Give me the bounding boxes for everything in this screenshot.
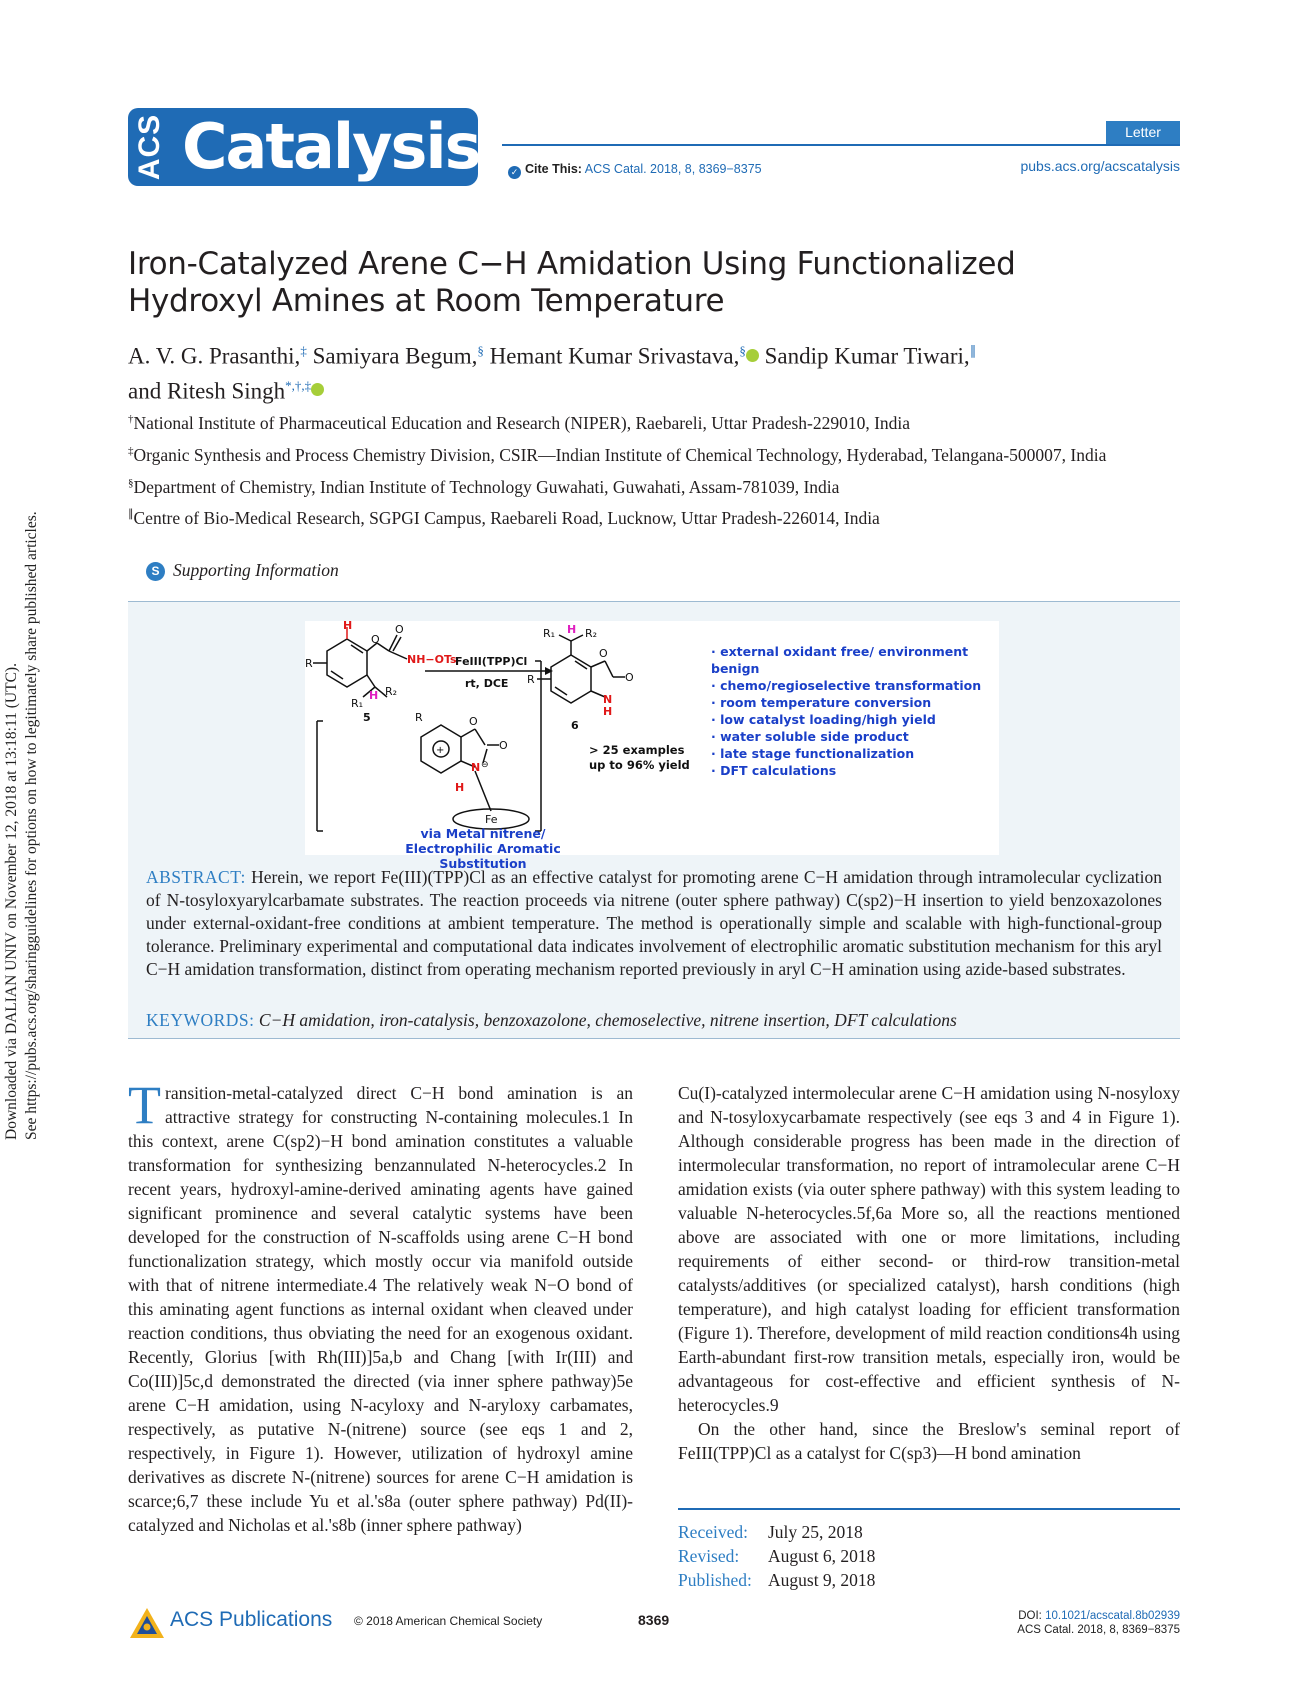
mechanism-line-1: via Metal nitrene/ [420, 826, 546, 841]
keywords-text: C−H amidation, iron-catalysis, benzoxazolone, chemoselective, nitrene insertion, DFT calculations [258, 1010, 957, 1030]
leaving-group: NH−OTs [407, 653, 457, 666]
compound-5-label: 5 [363, 711, 371, 724]
affiliation-mark: ∥ [128, 508, 134, 521]
date-label: Received: [678, 1522, 748, 1542]
supporting-info-label: Supporting Information [173, 560, 339, 580]
abstract-label: ABSTRACT: [146, 867, 246, 887]
cite-this[interactable] [508, 162, 762, 179]
author-marks: § [477, 343, 484, 358]
publisher-name[interactable]: ACS Publications [170, 1608, 333, 1631]
cite-reference[interactable]: ACS Catal. 2018, 8, 8369−8375 [584, 162, 762, 176]
svg-text:R₁: R₁ [543, 627, 556, 640]
date-value: August 6, 2018 [768, 1546, 876, 1566]
article-dates [678, 1508, 1180, 1592]
body-column-right [678, 1081, 1180, 1465]
side-note-line-2: See https://pubs.acs.org/sharingguidelines for options on how to legitimately share published articles. [23, 511, 40, 1140]
affiliation-mark: † [128, 413, 134, 425]
check-icon: ✓ [508, 166, 521, 179]
affiliation-text: Department of Chemistry, Indian Institute of Technology Guwahati, Guwahati, Assam-781039, India [133, 476, 840, 497]
affiliation-text: Organic Synthesis and Process Chemistry Division, CSIR—Indian Institute of Chemical Technology, Hyderabad, Telangana-500007, India [133, 444, 1107, 465]
page-number: 8369 [638, 1612, 670, 1628]
keywords-label: KEYWORDS: [146, 1010, 255, 1030]
svg-text:H: H [343, 621, 353, 632]
affiliation-mark: ‡ [128, 444, 134, 457]
keywords [146, 1010, 1162, 1031]
journal-url[interactable]: pubs.acs.org/acscatalysis [1020, 158, 1180, 174]
date-label: Published: [678, 1570, 752, 1590]
affiliation-mark: § [128, 476, 134, 489]
svg-text:H: H [603, 705, 613, 718]
feature-bullet: · water soluble side product [711, 729, 909, 744]
orcid-icon[interactable] [746, 349, 759, 362]
logo-journal-text: Catalysis [182, 110, 480, 183]
feature-bullet: · late stage functionalization [711, 746, 915, 761]
journal-logo[interactable] [128, 108, 478, 186]
reagent-label: FeIII(TPP)Cl [455, 655, 528, 668]
logo-acs-text: ACS [133, 113, 166, 181]
article-title: Iron-Catalyzed Arene C−H Amidation Using Functionalized Hydroxyl Amines at Room Temperature [128, 246, 1016, 319]
footer-citation: ACS Catal. 2018, 8, 8369−8375 [1017, 1624, 1180, 1636]
body-paragraph: Cu(I)-catalyzed intermolecular arene C−H amidation using N-nosyloxy and N-tosyloxycarbamate respectively (see eqs 3 and 4 in Figure 1). Although considerable progress has been made in the direction of intermolecular transformation, no report of intramolecular arene C−H amidation exists (via outer sphere pathway) with this system leading to valuable N-heterocycles.5f,6a More so, all the reactions mentioned above are associated with one or more limitations, including requirements of either second- or third-row transition-metal catalysts/additives (or specialized catalyst), harsh conditions (high temperature), and high catalyst loading for efficient transformation (Figure 1). Therefore, development of mild reaction conditions4h using Earth-abundant first-row transition metals, especially iron, would be advantageous for cost-effective and efficient synthesis of N-heterocycles.9 [678, 1083, 1180, 1415]
date-label: Revised: [678, 1546, 740, 1566]
affiliation-text: Centre of Bio-Medical Research, SGPGI Campus, Raebareli Road, Lucknow, Uttar Pradesh-226014, India [133, 508, 880, 529]
svg-text:⊖: ⊖ [481, 760, 489, 770]
svg-text:H: H [369, 689, 379, 702]
svg-text:O: O [625, 671, 634, 684]
mechanism-caption [373, 826, 593, 871]
header-divider [502, 144, 1180, 146]
abstract [146, 866, 1162, 981]
page-footer [128, 1596, 1180, 1646]
abstract-text: Herein, we report Fe(III)(TPP)Cl as an effective catalyst for promoting arene C−H amidation through intramolecular cyclization of N-tosyloxyarylcarbamate substrates. The reaction proceeds via nitrene (outer sphere pathway) C(sp2)−H insertion to yield benzoxazolones under external-oxidant-free conditions at ambient temperature. The method is operationally simple and scalable with high-functional-group tolerance. Preliminary experimental and computational data indicates involvement of electrophilic aromatic substitution mechanism for this aryl C−H amidation transformation, distinct from operating mechanism reported previously in aryl C−H amination using azide-based substrates. [146, 867, 1162, 979]
author-name[interactable]: Sandip Kumar Tiwari, [764, 343, 970, 369]
body-column-left [128, 1075, 633, 1537]
date-value: August 9, 2018 [768, 1570, 876, 1590]
author-marks: ∥ [969, 343, 977, 358]
feature-bullet: · chemo/regioselective transformation [711, 678, 982, 693]
affiliations [128, 408, 1128, 535]
download-side-note [2, 511, 42, 1220]
svg-text:R: R [527, 673, 535, 686]
svg-text:O: O [371, 633, 380, 646]
feature-bullet: · room temperature conversion [711, 695, 932, 710]
svg-text:H: H [567, 623, 577, 636]
svg-text:O: O [395, 623, 404, 636]
feature-bullet: · external oxidant free/ environment benign [711, 644, 969, 676]
feature-bullet: · low catalyst loading/high yield [711, 712, 936, 727]
svg-text:H: H [455, 781, 465, 794]
svg-text:R₁: R₁ [351, 697, 364, 710]
compound-6-label: 6 [571, 719, 579, 732]
supporting-info-icon: S [146, 562, 165, 581]
author-name[interactable]: Samiyara Begum, [312, 343, 478, 369]
svg-text:O: O [599, 647, 608, 660]
author-name[interactable]: A. V. G. Prasanthi, [128, 343, 301, 369]
author-name[interactable]: Hemant Kumar Srivastava, [489, 343, 740, 369]
svg-text:O: O [469, 715, 478, 728]
svg-text:N: N [603, 693, 613, 706]
svg-text:R: R [415, 711, 423, 724]
doi-block [1017, 1609, 1180, 1637]
author-name[interactable]: and Ritesh Singh [128, 378, 286, 404]
copyright: © 2018 American Chemical Society [354, 1614, 543, 1628]
author-marks: § [739, 343, 746, 358]
scope-line-2: up to 96% yield [589, 758, 690, 772]
mechanism-line-2: Electrophilic Aromatic Substitution [405, 841, 561, 871]
cite-label: Cite This: [525, 162, 582, 176]
scope-summary [589, 743, 690, 773]
conditions-label: rt, DCE [465, 677, 509, 690]
scope-line-1: > 25 examples [589, 743, 685, 757]
article-type-badge: Letter [1106, 121, 1180, 144]
author-marks: *,†,‡ [285, 377, 312, 393]
acs-publications-logo-icon[interactable] [128, 1606, 166, 1640]
feature-bullets [711, 643, 999, 779]
orcid-icon[interactable] [311, 383, 324, 396]
body-paragraph: On the other hand, since the Breslow's seminal report of FeIII(TPP)Cl as a catalyst for C(sp3)—H bond amination [678, 1419, 1180, 1463]
svg-text:R₂: R₂ [385, 685, 398, 698]
affiliation-text: National Institute of Pharmaceutical Education and Research (NIPER), Raebareli, Uttar Pradesh-229010, India [133, 412, 911, 433]
drop-cap: T [128, 1075, 161, 1135]
svg-text:O: O [499, 739, 508, 752]
side-note-line-1: Downloaded via DALIAN UNIV on November 12, 2018 at 13:18:11 (UTC). [3, 663, 20, 1140]
svg-text:N: N [471, 761, 481, 774]
author-marks: ‡ [300, 343, 307, 358]
date-value: July 25, 2018 [768, 1522, 863, 1542]
author-list [128, 336, 1128, 405]
doi-link[interactable]: 10.1021/acscatal.8b02939 [1045, 1610, 1180, 1622]
svg-text:+: + [436, 745, 445, 756]
toc-graphic [305, 621, 999, 871]
svg-text:R: R [305, 657, 313, 670]
doi-label: DOI: [1018, 1610, 1046, 1622]
supporting-information-link[interactable] [146, 560, 339, 581]
body-text-left: ransition-metal-catalyzed direct C−H bond amination is an attractive strategy for constructing N-containing molecules.1 In this context, arene C(sp2)−H bond amination constitutes a valuable transformation for synthesizing benzannulated N-heterocycles.2 In recent years, hydroxyl-amine-derived aminating agents have gained significant prominence and several catalytic systems have been developed for the construction of N-scaffolds using arene C−H bond functionalization strategy, which mostly occur via manifold outside with that of nitrene intermediate.4 The relatively weak N−O bond of this aminating agent functions as internal oxidant when cleaved under reaction conditions, thus obviating the need for an exogenous oxidant. Recently, Glorius [with Rh(III)]5a,b and Chang [with Ir(III) and Co(III)]5c,d demonstrated the directed (via inner sphere pathway)5e arene C−H amidation, using N-acyloxy and N-aryloxy carbamates, respectively, as putative N-(nitrene) source (see eqs 1 and 2, respectively, in Figure 1). However, utilization of hydroxyl amine derivatives as discrete N-(nitrene) sources for arene C−H amidation is scarce;6,7 these include Yu et al.'s8a (outer sphere pathway) Pd(II)-catalyzed and Nicholas et al.'s8b (inner sphere pathway) [128, 1083, 633, 1535]
feature-bullet: · DFT calculations [711, 763, 837, 778]
svg-text:R₂: R₂ [585, 627, 598, 640]
svg-text:Fe: Fe [485, 813, 498, 826]
